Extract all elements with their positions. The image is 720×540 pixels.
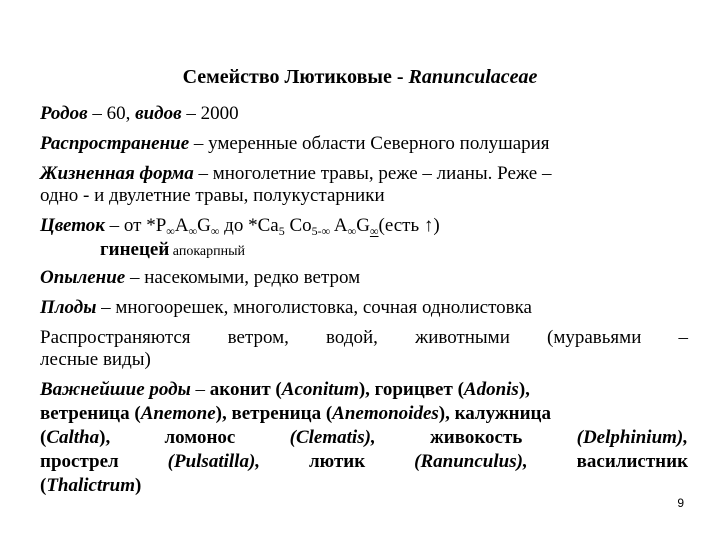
aconite-name: аконит (	[209, 379, 282, 400]
formula-sub: 5	[278, 224, 285, 238]
slide-title	[0, 64, 720, 90]
aconitum-latin: Aconitum	[281, 379, 359, 400]
ranunculus-name: лютик	[309, 451, 366, 472]
anemonoides-latin: Anemonoides	[332, 403, 439, 424]
delphinium-name: живокость	[429, 427, 523, 448]
formula-sub: ∞	[210, 224, 220, 238]
formula-sub: ∞	[166, 224, 175, 238]
ranunculus-latin: (Ranunculus),	[414, 451, 528, 472]
distribution-line	[40, 132, 688, 156]
important-genera-line-2	[40, 402, 688, 426]
thalictrum-latin: Thalictrum	[46, 475, 136, 496]
formula-sub: 5-∞	[311, 224, 331, 238]
formula-part: A	[174, 215, 189, 236]
title-prefix: Семейство Лютиковые -	[182, 66, 409, 88]
pulsatilla-name: прострел	[40, 451, 119, 472]
title-latin: Ranunculaceae	[408, 66, 538, 88]
pollination-line	[40, 266, 688, 290]
text-fragment: ),	[215, 403, 232, 424]
formula-sub: ∞	[347, 224, 357, 238]
important-genera-line-4	[40, 450, 688, 474]
fruits-text: – многоорешек, многолистовка, сочная однолистовка	[96, 297, 532, 318]
dispersal-continuation: лесные виды)	[40, 349, 151, 370]
clematis-latin: (Clematis),	[289, 427, 376, 448]
text-fragment: ),	[518, 379, 530, 400]
genera-line	[40, 102, 688, 126]
caltha-name: калужница	[454, 403, 551, 424]
adonis-latin: Adonis	[463, 379, 519, 400]
distribution-label: Распространение	[40, 133, 190, 154]
distribution-text: – умеренные области Северного полушария	[189, 133, 550, 154]
gynoecium-line	[100, 238, 500, 264]
text-fragment: –	[190, 379, 210, 400]
genera-label: Родов	[40, 103, 88, 124]
genera-count: – 60,	[87, 103, 136, 124]
page-number: 9	[677, 496, 684, 510]
life-form-label: Жизненная форма	[40, 163, 194, 184]
gynoecium-text: апокарпный	[169, 244, 246, 259]
caltha-latin: Caltha	[46, 427, 100, 448]
flower-formula-line	[40, 214, 688, 238]
dispersal-word: –	[678, 327, 688, 348]
pollination-text: – насекомыми, редко ветром	[125, 267, 361, 288]
formula-sub: ∞	[369, 224, 379, 238]
dispersal-line	[40, 326, 688, 350]
text-fragment: ),	[99, 427, 111, 448]
formula-part: до *Ca	[219, 215, 279, 236]
text-fragment: ),	[438, 403, 455, 424]
pulsatilla-latin: (Pulsatilla),	[167, 451, 261, 472]
anemone-name: ветреница (	[40, 403, 141, 424]
dispersal-word: ветром,	[227, 327, 289, 348]
flower-label: Цветок	[40, 215, 105, 236]
clematis-name: ломонос	[164, 427, 236, 448]
gynoecium-label: гинецей	[100, 239, 170, 260]
dispersal-word: водой,	[326, 327, 378, 348]
species-label: видов	[135, 103, 182, 124]
important-genera-line-3	[40, 426, 688, 450]
important-genera-line-5	[40, 474, 688, 498]
anemone-latin: Anemone	[140, 403, 216, 424]
important-genera-label: Важнейшие роды	[40, 379, 191, 400]
species-count: – 2000	[181, 103, 239, 124]
text-fragment: (	[40, 475, 47, 496]
thalictrum-name: василистник	[576, 451, 689, 472]
formula-part: – от *P	[104, 215, 167, 236]
life-form-line	[40, 162, 688, 186]
formula-part: G	[356, 215, 370, 236]
life-form-text: – многолетние травы, реже – лианы. Реже –	[193, 163, 552, 184]
delphinium-latin: (Delphinium),	[576, 427, 688, 448]
formula-sub: ∞	[188, 224, 198, 238]
caltha-entry	[40, 427, 110, 448]
formula-part: (есть ↑)	[378, 215, 440, 236]
anemonoides-name: ветреница (	[231, 403, 333, 424]
adonis-name: горицвет (	[374, 379, 464, 400]
fruits-line	[40, 296, 688, 320]
important-genera-line-1	[40, 378, 688, 402]
formula-part: G	[197, 215, 211, 236]
dispersal-word: животными	[415, 327, 510, 348]
dispersal-word: Распространяются	[40, 327, 191, 348]
formula-part: Co	[284, 215, 312, 236]
text-fragment: ),	[358, 379, 375, 400]
dispersal-word: (муравьями	[547, 327, 642, 348]
text-fragment: (	[40, 427, 47, 448]
formula-part: A	[330, 215, 348, 236]
pollination-label: Опыление	[40, 267, 126, 288]
life-form-continuation: одно - и двулетние травы, полукустарники	[40, 185, 385, 206]
text-fragment: )	[135, 475, 142, 496]
fruits-label: Плоды	[40, 297, 97, 318]
